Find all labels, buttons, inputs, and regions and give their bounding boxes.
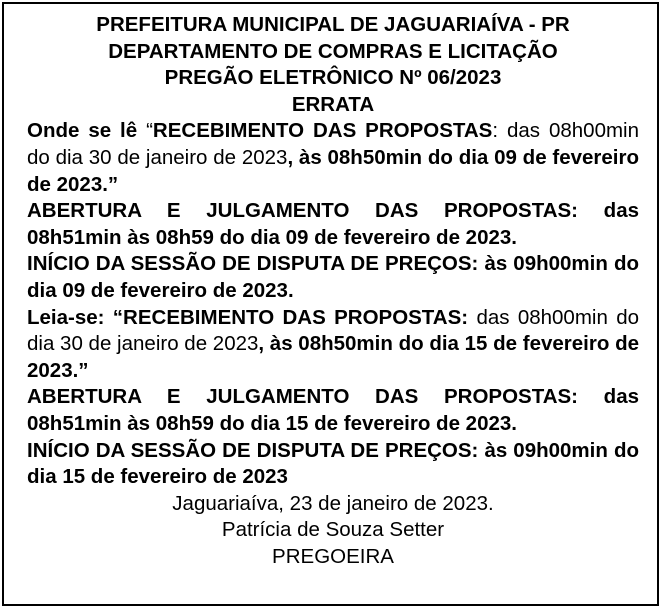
onde-se-le-abertura: ABERTURA E JULGAMENTO DAS PROPOSTAS: das 08h51min às 08h59 do dia 09 de fevereiro de 2023.: [27, 199, 639, 249]
onde-se-le-recebimento-start: : das 08h00min do dia 30 de janeiro de 2023: [27, 119, 639, 169]
leia-se-label: Leia-se: “RECEBIMENTO DAS PROPOSTAS:: [27, 305, 469, 329]
errata-notice: [27, 12, 639, 570]
leia-se-paragraph: [27, 305, 639, 385]
header-departamento: DEPARTAMENTO DE COMPRAS E LICITAÇÃO: [108, 39, 558, 63]
place-date: Jaguariaíva, 23 de janeiro de 2023.: [172, 491, 494, 515]
onde-se-le-recebimento-end: , às 08h50min do dia 09 de fevereiro de 2023.”: [27, 145, 640, 196]
leia-se-recebimento-end: , às 08h50min do dia 15 de fevereiro de 2023.”: [27, 332, 639, 382]
onde-se-le-label: Onde se lê: [27, 119, 138, 143]
onde-se-le-recebimento-title: RECEBIMENTO DAS PROPOSTAS: [152, 119, 493, 143]
onde-se-le-inicio-sessao: INÍCIO DA SESSÃO DE DISPUTA DE PREÇOS: às 09h00min do dia 09 de fevereiro de 2023.: [27, 252, 639, 302]
signatory-role: PREGOEIRA: [272, 544, 394, 568]
leia-se-inicio-sessao: INÍCIO DA SESSÃO DE DISPUTA DE PREÇOS: às 09h00min do dia 15 de fevereiro de 2023: [27, 438, 639, 489]
header-errata: ERRATA: [291, 92, 375, 116]
leia-se-abertura: ABERTURA E JULGAMENTO DAS PROPOSTAS: das 08h51min às 08h59 do dia 15 de fevereiro de 2023.: [27, 385, 639, 435]
onde-se-le-paragraph: [27, 118, 639, 198]
leia-se-recebimento-start: das 08h00min do dia 30 de janeiro de 2023: [27, 305, 639, 356]
onde-se-le-quote-open: “: [137, 119, 153, 143]
header-prefeitura: PREFEITURA MUNICIPAL DE JAGUARIAÍVA - PR: [96, 13, 570, 36]
header-pregao: PREGÃO ELETRÔNICO Nº 06/2023: [164, 66, 502, 90]
signatory-name: Patrícia de Souza Setter: [221, 518, 445, 542]
